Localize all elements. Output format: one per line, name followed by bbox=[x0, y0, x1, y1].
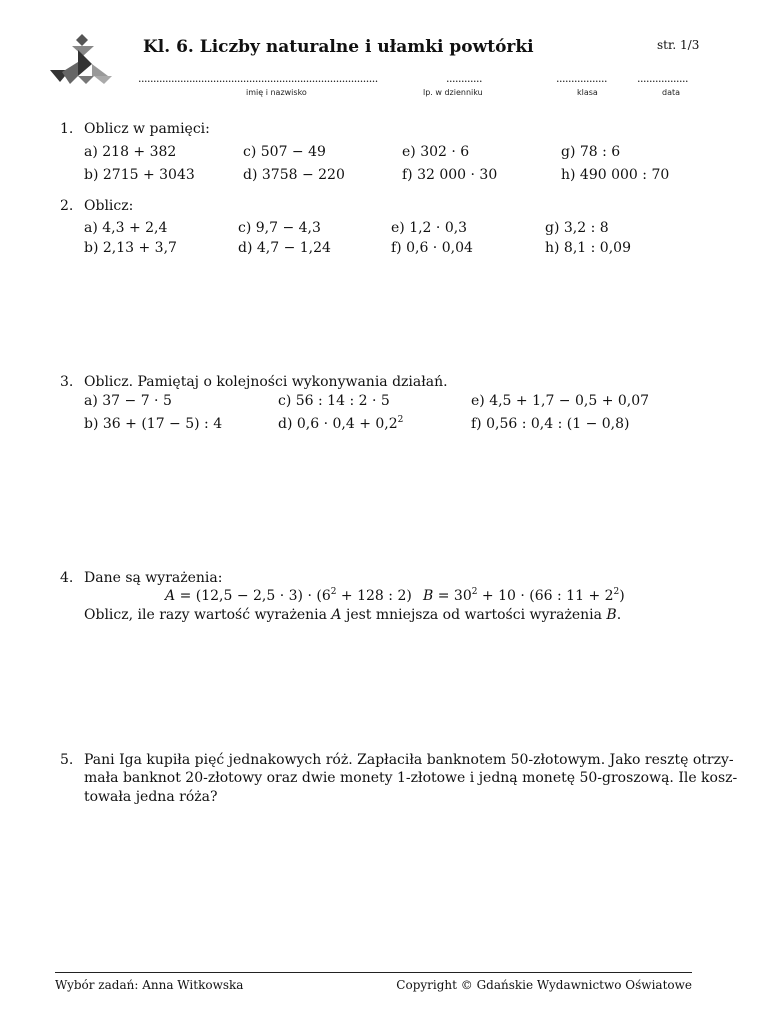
question-text: Oblicz, ile razy wartość wyrażenia bbox=[84, 607, 332, 623]
task-1-number: 1. bbox=[60, 121, 74, 137]
task-3-item: a) 37 − 7 · 5 bbox=[84, 393, 172, 409]
task-5-line: Pani Iga kupiła pięć jednakowych róż. Zapłaciła banknotem 50-złotowym. Jako resztę otrzy- bbox=[84, 752, 734, 768]
expression-b-exponent: 2 bbox=[471, 587, 478, 597]
task-3-item-d-exponent: 2 bbox=[397, 415, 404, 425]
logo-foot bbox=[94, 76, 112, 84]
expression-a-part: + 128 : 2) bbox=[336, 588, 412, 604]
task-5-number: 5. bbox=[60, 752, 74, 768]
task-4-question bbox=[84, 607, 621, 623]
task-3-item: c) 56 : 14 : 2 · 5 bbox=[278, 393, 390, 409]
page-number: str. 1/3 bbox=[657, 38, 700, 52]
expression-b-part: = 30 bbox=[433, 588, 472, 604]
expression-b-part: + 10 · (66 : 11 + 2 bbox=[477, 588, 614, 604]
task-1-item: h) 490 000 : 70 bbox=[561, 167, 670, 183]
task-3-item: b) 36 + (17 − 5) : 4 bbox=[84, 416, 223, 432]
expression-a bbox=[165, 588, 412, 604]
date-field-dots[interactable]: ................. bbox=[637, 72, 688, 85]
logo-arm bbox=[72, 46, 94, 56]
variable-a: A bbox=[165, 588, 176, 604]
question-variable-b: B bbox=[606, 607, 617, 623]
task-4-instruction: Dane są wyrażenia: bbox=[84, 570, 223, 586]
task-4-number: 4. bbox=[60, 570, 74, 586]
expression-b-part: ) bbox=[619, 588, 625, 604]
task-1-item: d) 3758 − 220 bbox=[243, 167, 345, 183]
task-1-item: f) 32 000 · 30 bbox=[402, 167, 498, 183]
name-field-dots[interactable]: ................................................................................ bbox=[138, 72, 378, 85]
name-field-label: imię i nazwisko bbox=[246, 88, 307, 97]
class-field-label: klasa bbox=[577, 88, 598, 97]
task-2-number: 2. bbox=[60, 198, 74, 214]
task-3-item: e) 4,5 + 1,7 − 0,5 + 0,07 bbox=[471, 393, 650, 409]
task-3-item: f) 0,56 : 0,4 : (1 − 0,8) bbox=[471, 416, 630, 432]
task-2-item: g) 3,2 : 8 bbox=[545, 220, 609, 236]
task-1-item: c) 507 − 49 bbox=[243, 144, 326, 160]
question-text: jest mniejsza od wartości wyrażenia bbox=[341, 607, 607, 623]
task-2-item: c) 9,7 − 4,3 bbox=[238, 220, 321, 236]
question-variable-a: A bbox=[331, 607, 342, 623]
task-1-item: g) 78 : 6 bbox=[561, 144, 621, 160]
number-field-label: lp. w dzienniku bbox=[423, 88, 483, 97]
tangram-logo bbox=[48, 32, 114, 88]
number-field-dots[interactable]: ............ bbox=[446, 72, 482, 85]
task-5-line: mała banknot 20-złotowy oraz dwie monety 1-złotowe i jedną monetę 50-groszową. Ile kosz- bbox=[84, 770, 738, 786]
task-3-number: 3. bbox=[60, 374, 74, 390]
task-5-line: towała jedna róża? bbox=[84, 789, 218, 805]
logo-shadow bbox=[78, 76, 94, 84]
logo-body-light bbox=[92, 64, 108, 76]
task-2-item: h) 8,1 : 0,09 bbox=[545, 240, 631, 256]
variable-b: B bbox=[423, 588, 434, 604]
task-3-item-d-base: d) 0,6 · 0,4 + 0,2 bbox=[278, 416, 398, 432]
question-text: . bbox=[616, 607, 622, 623]
task-1-item: b) 2715 + 3043 bbox=[84, 167, 195, 183]
task-1-instruction: Oblicz w pamięci: bbox=[84, 121, 210, 137]
task-2-item: f) 0,6 · 0,04 bbox=[391, 240, 473, 256]
expression-a-exponent: 2 bbox=[330, 587, 337, 597]
task-2-item: e) 1,2 · 0,3 bbox=[391, 220, 468, 236]
task-1-item: a) 218 + 382 bbox=[84, 144, 177, 160]
expression-b-exponent: 2 bbox=[613, 587, 620, 597]
class-field-dots[interactable]: ................. bbox=[556, 72, 607, 85]
logo-head bbox=[76, 34, 88, 46]
logo-leg-mid bbox=[62, 62, 78, 84]
task-1-item: e) 302 · 6 bbox=[402, 144, 470, 160]
task-2-instruction: Oblicz: bbox=[84, 198, 134, 214]
task-3-item bbox=[278, 416, 403, 432]
expression-a-part: = (12,5 − 2,5 · 3) · (6 bbox=[175, 588, 331, 604]
task-2-item: d) 4,7 − 1,24 bbox=[238, 240, 331, 256]
footer-divider bbox=[55, 972, 692, 973]
footer-copyright: Copyright © Gdańskie Wydawnictwo Oświatowe bbox=[396, 978, 692, 992]
task-3-instruction: Oblicz. Pamiętaj o kolejności wykonywania działań. bbox=[84, 374, 448, 390]
footer-author: Wybór zadań: Anna Witkowska bbox=[55, 978, 244, 992]
task-2-item: a) 4,3 + 2,4 bbox=[84, 220, 168, 236]
date-field-label: data bbox=[662, 88, 681, 97]
expression-b bbox=[423, 588, 625, 604]
page-title: Kl. 6. Liczby naturalne i ułamki powtórki bbox=[143, 37, 534, 57]
task-2-item: b) 2,13 + 3,7 bbox=[84, 240, 177, 256]
